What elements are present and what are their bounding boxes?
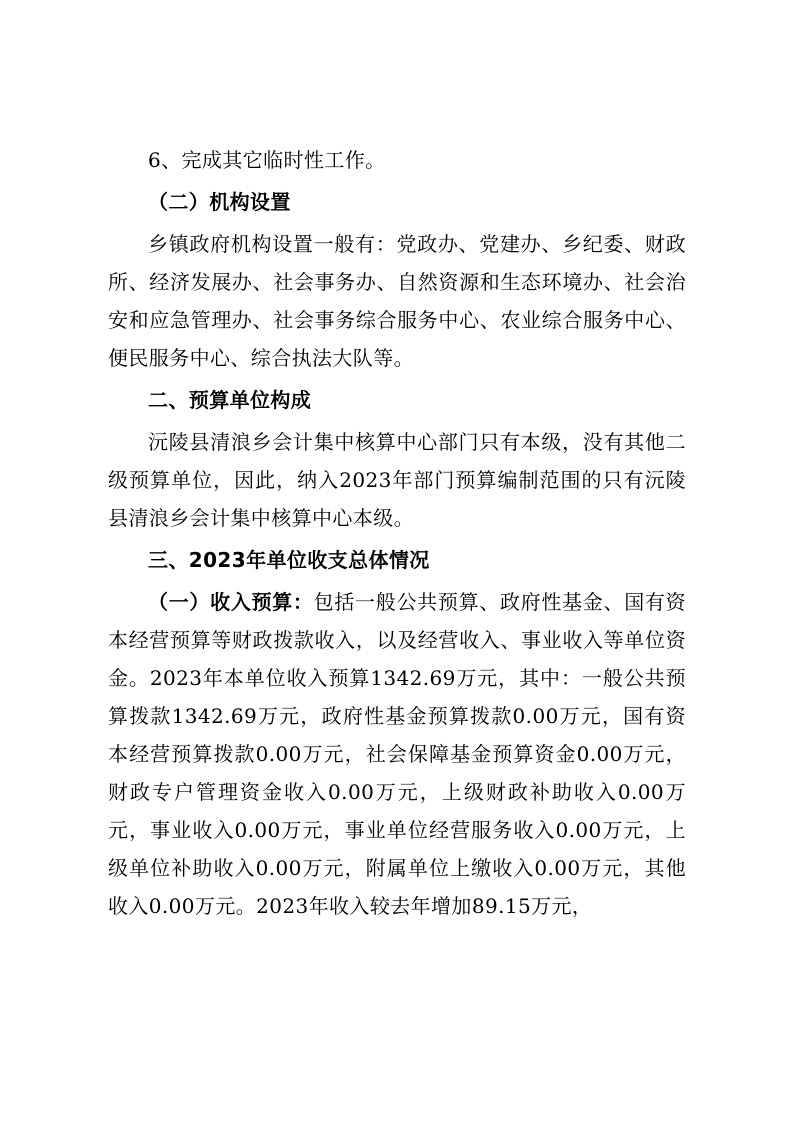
section-institution-body: 乡镇政府机构设置一般有：党政办、党建办、乡纪委、财政所、经济发展办、社会事务办、自然资源和生态环境办、社会治安和应急管理办、社会事务综合服务中心、农业综合服务中心、便民服务中心、综合执法大队等。 [108,232,686,370]
income-paragraph [108,583,686,925]
income-lead: （一）收入预算： [148,590,314,614]
item-6-text: 6、完成其它临时性工作。 [148,148,386,172]
section-budget-units-body: 沅陵县清浪乡会计集中核算中心部门只有本级，没有其他二级预算单位，因此，纳入2023年部门预算编制范围的只有沅陵县清浪乡会计集中核算中心本级。 [108,430,686,530]
section-overall-heading: 三、2023年单位收支总体情况 [148,548,430,572]
document-body [108,141,686,925]
section-institution-heading: （二）机构设置 [148,190,291,214]
section-budget-units-heading: 二、预算单位构成 [148,388,312,412]
income-body: 包括一般公共预算、政府性基金、国有资本经营预算等财政拨款收入，以及经营收入、事业收入等单位资金。2023年本单位收入预算1342.69万元，其中：一般公共预算拨款1342.69万元，政府性基金预算拨款0.00万元，国有资本经营预算拨款0.00万元，社会保障基金预算资金0.00万元，财政专户管理资金收入0.00万元，上级财政补助收入0.00万元，事业收入0.00万元，事业单位经营服务收入0.00万元，上级单位补助收入0.00万元，附属单位上缴收入0.00万元，其他收入0.00万元。2023年收入较去年增加89.15万元， [108,590,687,918]
